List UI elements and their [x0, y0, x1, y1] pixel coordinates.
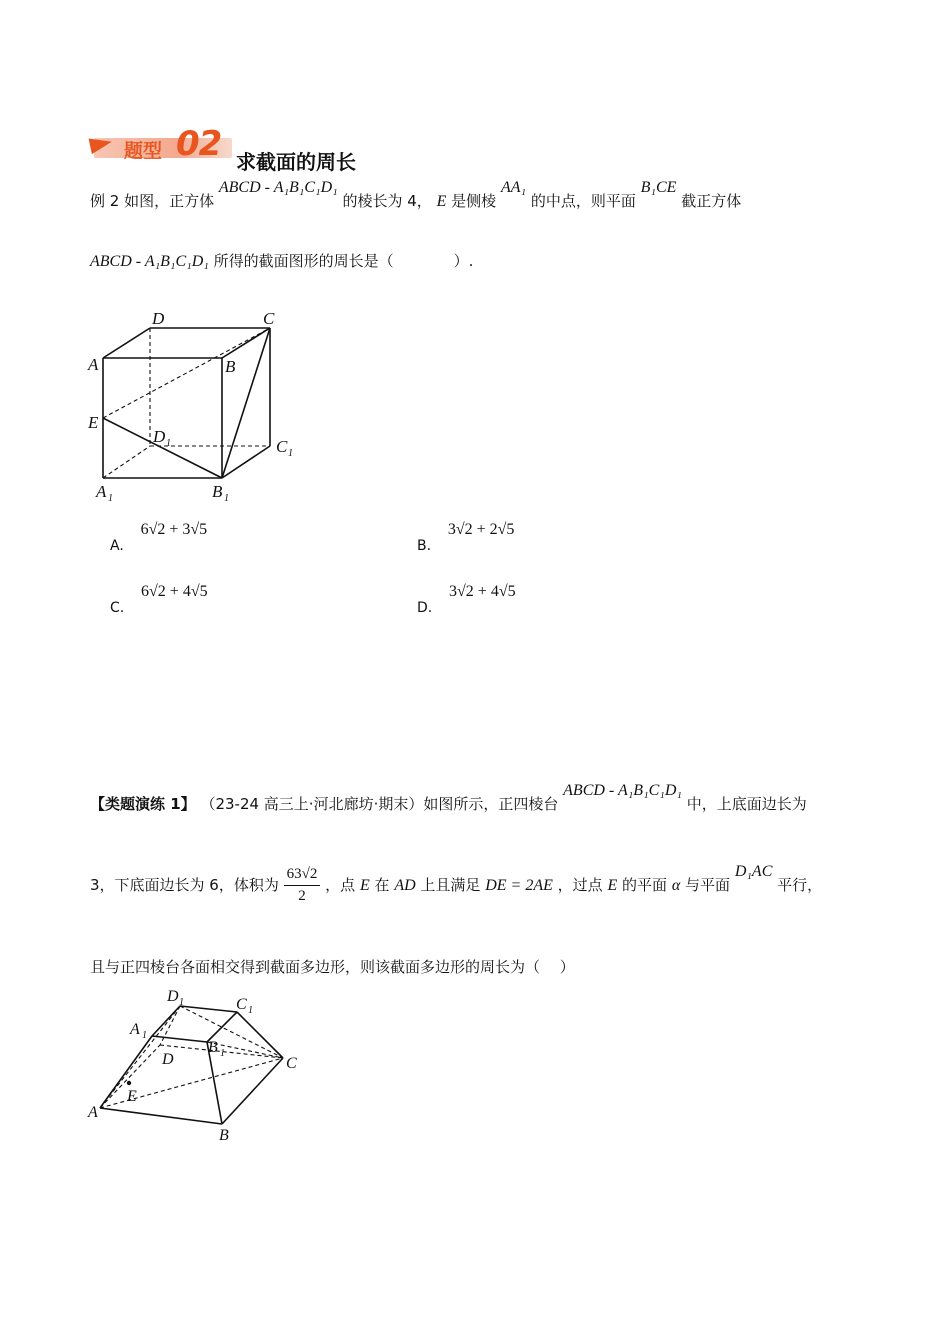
f-label-b: B: [219, 1127, 229, 1144]
edge-ab: [100, 1108, 222, 1124]
practice-solid-name: ABCD - A₁B₁C₁D₁: [563, 782, 682, 799]
edge-ad: [103, 328, 150, 358]
option-a-letter: A.: [110, 538, 124, 554]
label-a1: A: [96, 482, 107, 501]
label-c1-sub: 1: [288, 448, 293, 459]
volume-fraction: [284, 866, 321, 905]
option-b-expr: 3√2 + 2√5: [447, 521, 515, 538]
option-c[interactable]: [110, 582, 208, 616]
edge-aa1: [100, 1036, 152, 1108]
label-b1: B: [212, 482, 223, 501]
option-d-expr: 3√2 + 4√5: [449, 583, 516, 600]
edge-aa1: AA₁: [500, 179, 527, 196]
frustum-figure: [80, 980, 320, 1145]
option-a-expr: 6√2 + 3√5: [140, 521, 208, 538]
f-label-a: A: [88, 1104, 98, 1121]
practice-point-e-2: E: [607, 877, 618, 894]
text-side-edge: 是侧棱: [451, 192, 497, 210]
text-edge-length: 的棱长为 4，: [342, 192, 432, 210]
option-c-expr: 6√2 + 4√5: [141, 583, 208, 600]
practice-text-plane: 的平面: [622, 876, 668, 894]
volume-denominator: 2: [298, 888, 306, 904]
label-a: A: [88, 355, 99, 374]
edge-b1c: [207, 1042, 283, 1058]
edge-bc: [222, 328, 270, 358]
option-d[interactable]: [417, 582, 516, 616]
f-label-b1-sub: 1: [220, 1048, 225, 1059]
text-midpoint: 的中点，则平面: [530, 192, 636, 210]
badge-label: 题型: [124, 140, 163, 162]
f-label-c: C: [286, 1055, 297, 1072]
badge-number: 02: [176, 124, 222, 164]
edge-d1c1: [180, 1006, 237, 1012]
label-c: C: [263, 309, 275, 328]
practice-text-with: 与平面: [685, 876, 731, 894]
edge-a1d1: [103, 446, 150, 478]
practice-text-volume: 3，下底面边长为 6，体积为: [90, 876, 279, 894]
practice-text-point: ，点: [325, 876, 356, 894]
label-d: D: [152, 309, 165, 328]
example-line-2: [90, 250, 473, 271]
practice-text-parallel: 平行，: [777, 876, 823, 894]
practice-line-3: 且与正四棱台各面相交得到截面多边形，则该截面多边形的周长为（ ）: [90, 958, 575, 976]
plane-d1ac: D₁AC: [734, 863, 773, 880]
plane-b1ce: B₁CE: [640, 179, 677, 196]
text-cut: 截正方体: [681, 192, 742, 210]
practice-line-1: [90, 782, 807, 814]
volume-numerator: 63√2: [284, 866, 321, 886]
plane-alpha: α: [671, 877, 681, 894]
condition-de-2ae: DE = 2AE: [485, 877, 553, 894]
label-b1-sub: 1: [224, 493, 229, 504]
edge-b1c1: [222, 446, 270, 478]
label-c1: C: [276, 437, 288, 456]
solid-name: ABCD - A₁B₁C₁D₁: [218, 179, 338, 196]
f-label-c1-sub: 1: [248, 1005, 253, 1016]
section-badge: [90, 122, 235, 166]
practice-tag: 【类题演练 1】: [90, 795, 196, 813]
point-e-dot: [127, 1081, 131, 1085]
f-label-c1: C: [236, 996, 247, 1013]
point-e: E: [436, 193, 447, 210]
practice-text-through: ，过点: [557, 876, 603, 894]
example-prefix: 例 2 如图，正方体: [90, 192, 215, 210]
label-a1-sub: 1: [108, 493, 113, 504]
option-b-letter: B.: [417, 538, 432, 554]
f-label-a1-sub: 1: [142, 1030, 147, 1041]
f-label-d1-sub: 1: [179, 997, 184, 1008]
edge-c1b1: [207, 1012, 237, 1042]
practice-source: （23-24 高三上·河北廊坊·期末）如图所示，正四棱台: [200, 795, 559, 813]
edge-bc: [222, 1058, 283, 1124]
practice-text-satisfy: 上且满足: [420, 876, 481, 894]
example-line-1: [90, 179, 742, 211]
option-c-letter: C.: [110, 600, 125, 616]
option-a[interactable]: [110, 520, 208, 554]
question-text: 所得的截面图形的周长是（ ）.: [213, 252, 474, 270]
segment-ad: AD: [394, 877, 416, 894]
f-label-d: D: [162, 1051, 174, 1068]
option-d-letter: D.: [417, 600, 433, 616]
edge-cc1: [237, 1012, 283, 1058]
label-b: B: [225, 357, 236, 376]
edge-d1c: [180, 1006, 283, 1058]
option-b[interactable]: [417, 520, 515, 554]
section-title: 求截面的周长: [236, 150, 356, 174]
f-label-d1: D: [167, 988, 179, 1005]
f-label-e: E: [127, 1088, 137, 1105]
edge-b1a1: [152, 1036, 207, 1042]
practice-point-e: E: [359, 877, 370, 894]
practice-text-top-edge: 中，上底面边长为: [686, 795, 807, 813]
cube-figure: [80, 300, 320, 515]
f-label-b1: B: [208, 1039, 218, 1056]
practice-line-2: [90, 863, 823, 905]
f-label-a1: A: [130, 1021, 140, 1038]
practice-text-on: 在: [374, 876, 390, 894]
label-d1-sub: 1: [166, 438, 171, 449]
solid-name-2: ABCD - A₁B₁C₁D₁: [90, 253, 209, 270]
label-e: E: [88, 413, 99, 432]
label-d1: D: [153, 427, 166, 446]
edge-a1d1: [152, 1006, 180, 1036]
